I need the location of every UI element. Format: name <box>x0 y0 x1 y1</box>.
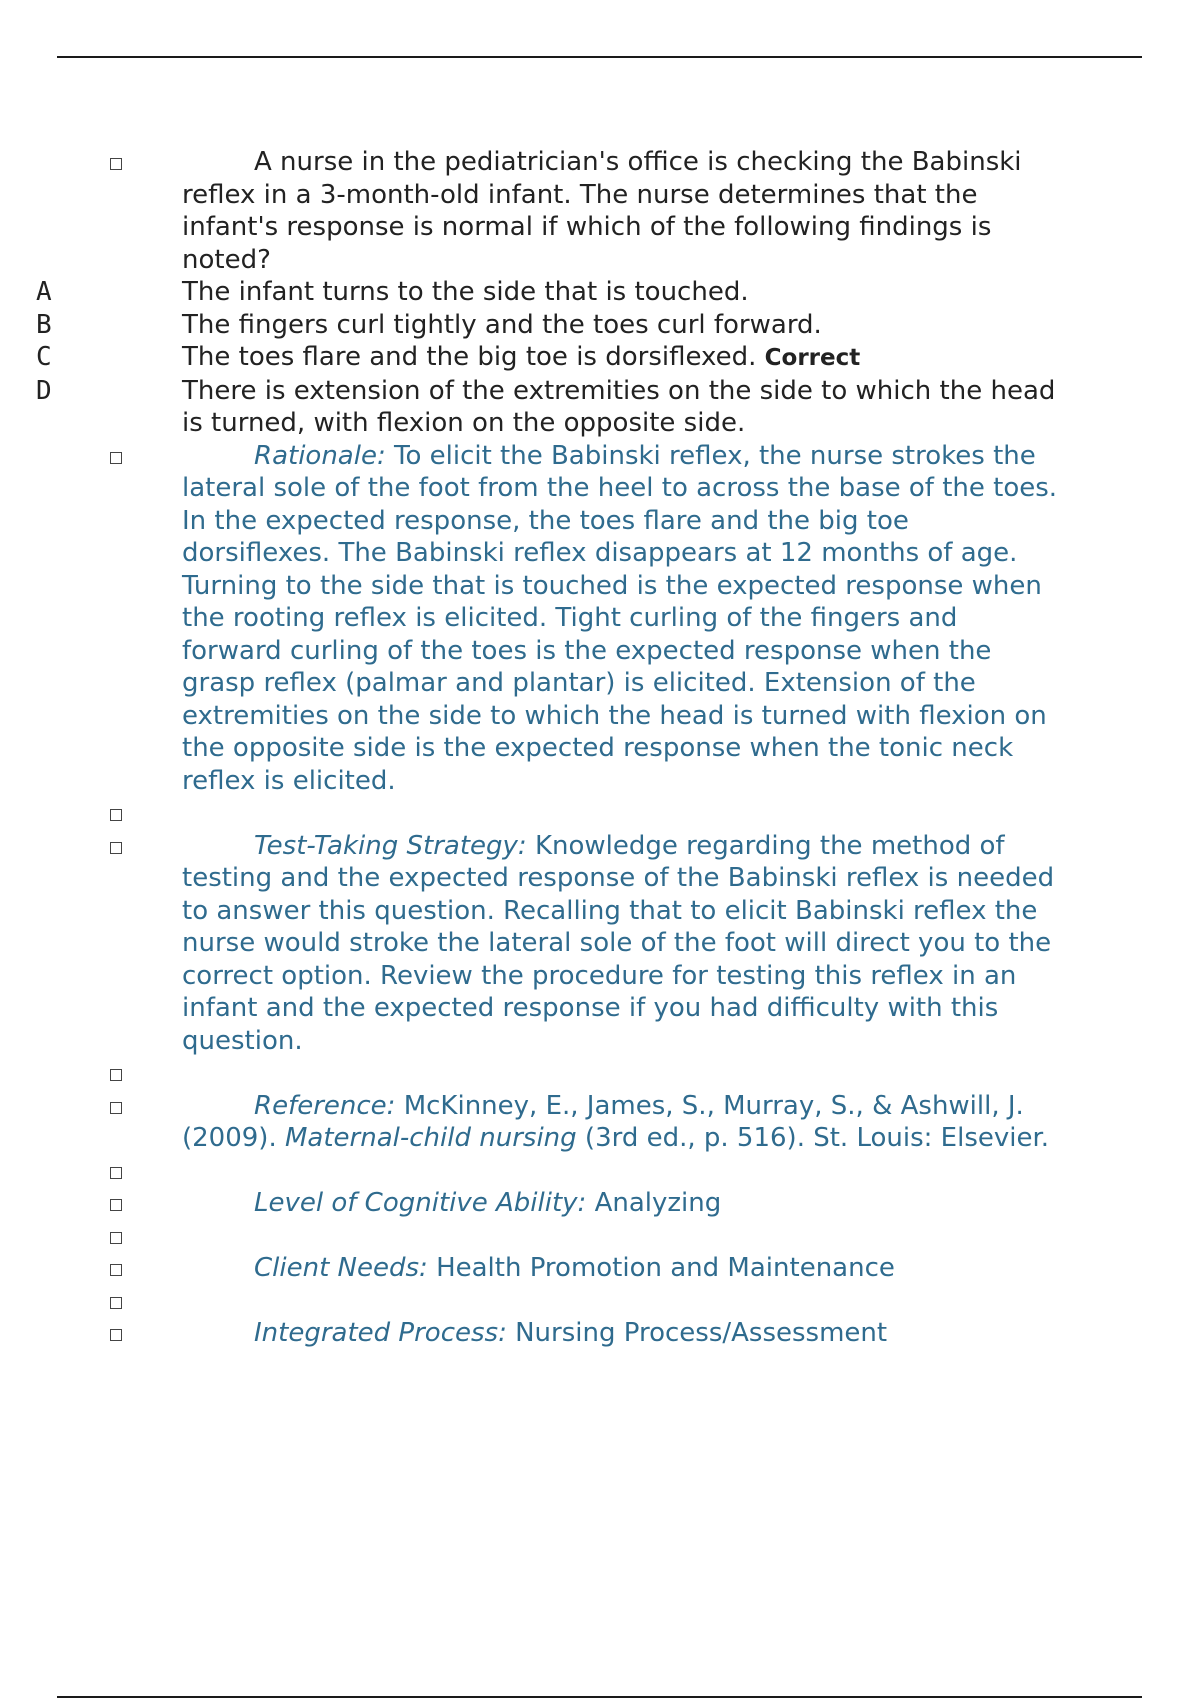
empty-row <box>0 1155 1200 1188</box>
reference-authors: McKinney, E., James, S., Murray, S., & Ashwill, J. (2009). <box>182 1090 1024 1153</box>
question-stem: A nurse in the pediatrician's office is checking the Babinski reflex in a 3-month-old infant. The nurse determines that the infant's response is normal if which of the following findings is noted? <box>0 146 1200 276</box>
option-letter: A <box>36 277 52 307</box>
reference-title: Maternal-child nursing <box>285 1123 577 1153</box>
option-text: There is extension of the extremities on the side to which the head is turned, with flexion on the opposite side. <box>182 375 1056 438</box>
reference-details: (3rd ed., p. 516). St. Louis: Elsevier. <box>584 1123 1050 1153</box>
strategy-text: Knowledge regarding the method of testing and the expected response of the Babinski reflex is needed to answer this question. Recalling that to elicit Babinski reflex the nurse would stroke the lateral sole of the foot will direct you to the correct option. Review the procedure for testing this reflex in an infant and the expected response if you had difficulty with this question. <box>182 830 1055 1056</box>
question-page <box>0 146 1200 1350</box>
checkbox-icon[interactable] <box>110 158 122 170</box>
reference-label: Reference: <box>254 1090 396 1121</box>
rationale-label: Rationale: <box>254 440 386 471</box>
checkbox-icon[interactable] <box>110 842 122 854</box>
cognitive-value: Analyzing <box>594 1188 722 1218</box>
process-section <box>0 1317 1200 1350</box>
process-label: Integrated Process: <box>254 1318 507 1348</box>
option-letter: D <box>36 375 52 406</box>
rationale-text: To elicit the Babinski reflex, the nurse strokes the lateral sole of the foot from the heel to across the base of the toes. In the expected response, the toes flare and the big toe dorsiflexes. The Babinski reflex disappears at 12 months of age. Turning to the side that is touched is the expected response when the rooting reflex is elicited. Tight curling of the fingers and forward curling of the toes is the expected response when the grasp reflex (palmar and plantar) is elicited. Extension of the extremities on the side to which the head is turned with flexion on the opposite side is the expected response when the tonic neck reflex is elicited. <box>182 440 1058 796</box>
option-c[interactable] <box>0 341 1200 375</box>
checkbox-icon[interactable] <box>110 1199 122 1211</box>
empty-row <box>0 1057 1200 1090</box>
bottom-rule <box>57 1696 1142 1698</box>
option-text: The toes flare and the big toe is dorsiflexed. <box>182 342 757 372</box>
checkbox-icon[interactable] <box>110 452 122 464</box>
empty-row <box>0 1285 1200 1318</box>
option-letter: B <box>36 309 52 340</box>
process-value: Nursing Process/Assessment <box>515 1318 888 1348</box>
empty-row <box>0 797 1200 830</box>
option-b[interactable] <box>0 309 1200 342</box>
client-needs-label: Client Needs: <box>254 1253 428 1283</box>
option-d[interactable] <box>0 375 1200 440</box>
checkbox-icon[interactable] <box>110 1069 122 1081</box>
option-a[interactable] <box>0 276 1200 309</box>
client-needs-value: Health Promotion and Maintenance <box>436 1253 895 1283</box>
top-rule <box>57 56 1142 58</box>
checkbox-icon[interactable] <box>110 1264 122 1276</box>
reference-section <box>0 1090 1200 1155</box>
rationale-section <box>0 440 1200 798</box>
checkbox-icon[interactable] <box>110 1232 122 1244</box>
option-letter: C <box>36 342 52 372</box>
correct-marker: Correct <box>764 345 861 371</box>
checkbox-icon[interactable] <box>110 809 122 821</box>
checkbox-icon[interactable] <box>110 1102 122 1114</box>
option-text: The infant turns to the side that is touched. <box>182 277 749 307</box>
strategy-label: Test-Taking Strategy: <box>254 830 527 861</box>
cognitive-label: Level of Cognitive Ability: <box>254 1188 587 1218</box>
checkbox-icon[interactable] <box>110 1167 122 1179</box>
cognitive-section <box>0 1187 1200 1220</box>
checkbox-icon[interactable] <box>110 1329 122 1341</box>
client-needs-section <box>0 1252 1200 1285</box>
strategy-section <box>0 830 1200 1058</box>
empty-row <box>0 1220 1200 1253</box>
checkbox-icon[interactable] <box>110 1297 122 1309</box>
option-text: The fingers curl tightly and the toes curl forward. <box>182 309 822 340</box>
